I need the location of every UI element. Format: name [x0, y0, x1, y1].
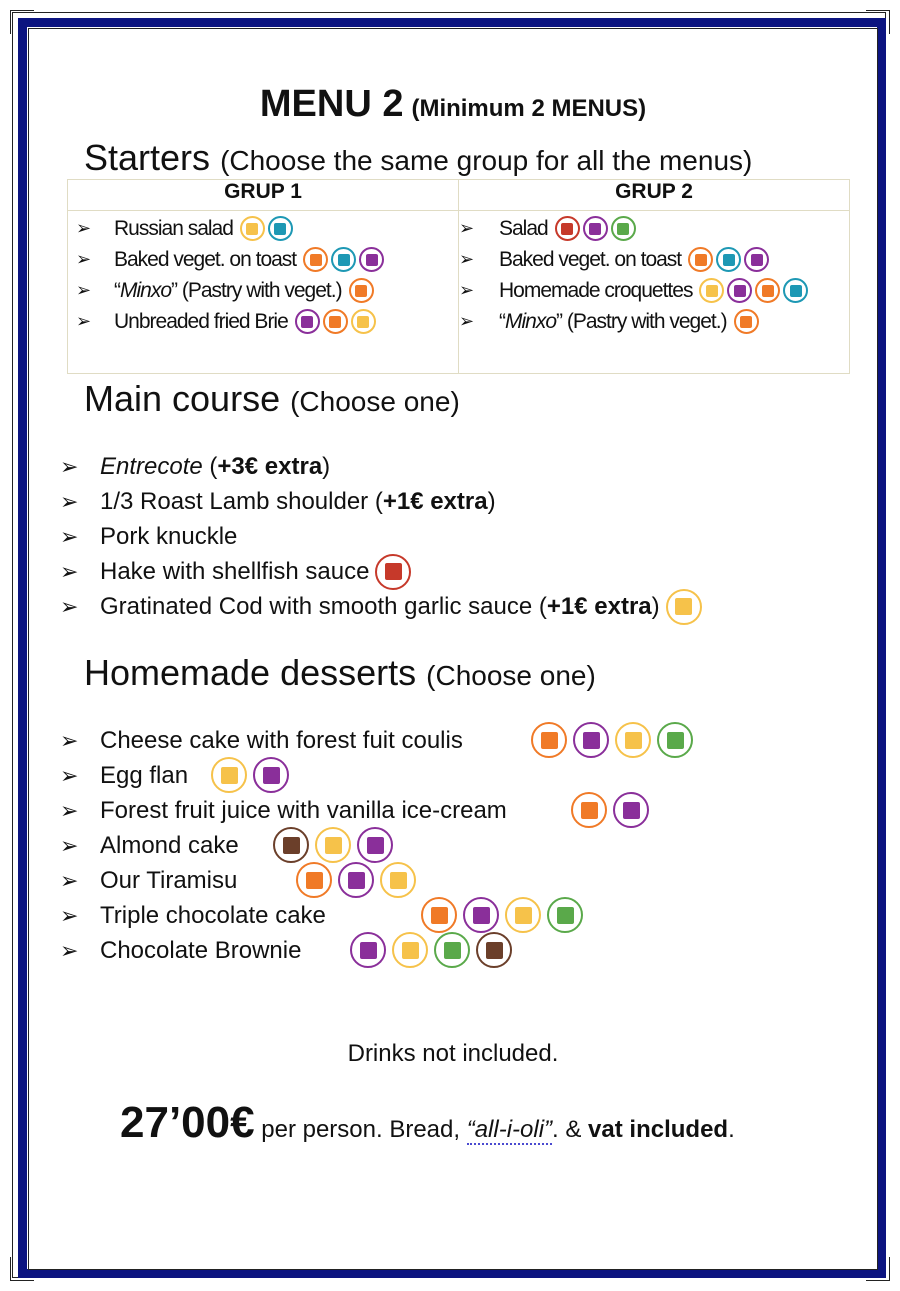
allergen-glyph: [310, 254, 322, 266]
yellow-allergen-icon: [615, 722, 651, 758]
yellow-allergen-icon: [666, 589, 702, 625]
starters-heading: [84, 137, 752, 179]
dessert-allergen-icons: [267, 827, 393, 863]
allergen-glyph: [301, 316, 313, 328]
allergen-glyph: [723, 254, 735, 266]
main-course-heading-text: Main course: [84, 378, 281, 419]
desserts-list: [60, 723, 507, 968]
arrow-bullet-icon: ➢: [459, 280, 474, 300]
arrow-bullet-icon: ➢: [60, 937, 79, 963]
purple-allergen-icon: [463, 897, 499, 933]
main-course-heading: [84, 378, 460, 420]
item-italic: Minxo: [120, 279, 172, 302]
allergen-glyph: [366, 254, 378, 266]
dessert-allergen-icons: [565, 792, 649, 828]
purple-allergen-icon: [573, 722, 609, 758]
green-allergen-icon: [434, 932, 470, 968]
item-post: ): [487, 487, 496, 515]
yellow-allergen-icon: [351, 309, 376, 334]
allergen-glyph: [751, 254, 763, 266]
allergen-glyph: [390, 872, 407, 889]
orange-allergen-icon: [531, 722, 567, 758]
yellow-allergen-icon: [392, 932, 428, 968]
dessert-item: [60, 758, 507, 793]
main-course-item: [60, 484, 702, 519]
group1-cell: [68, 211, 459, 374]
allergen-glyph: [561, 223, 573, 235]
dessert-allergen-icons: [290, 862, 416, 898]
main-course-item: [60, 449, 702, 484]
allergen-glyph: [473, 907, 490, 924]
red-allergen-icon: [555, 216, 580, 241]
allioli-text: “all-i-oli”: [466, 1116, 553, 1143]
red-allergen-icon: [375, 554, 411, 590]
quote-open: “: [499, 310, 505, 333]
item-pre: (: [202, 452, 218, 480]
orange-allergen-icon: [323, 309, 348, 334]
corner-ornament: [10, 10, 34, 34]
purple-allergen-icon: [727, 278, 752, 303]
allergen-glyph: [283, 837, 300, 854]
dessert-item: [60, 933, 507, 968]
teal-allergen-icon: [716, 247, 741, 272]
group1-item: [68, 306, 458, 337]
allergen-glyph: [557, 907, 574, 924]
item-rest: ” (Pastry with veget.): [556, 310, 727, 333]
dessert-allergen-icons: [525, 722, 693, 758]
price-amount: 27’00€: [120, 1098, 255, 1147]
main-course-item-text: [100, 558, 369, 586]
allergen-glyph: [338, 254, 350, 266]
arrow-bullet-icon: ➢: [76, 311, 91, 331]
price-sep: . &: [552, 1116, 589, 1143]
allergen-glyph: [515, 907, 532, 924]
dessert-item-text: Chocolate Brownie: [100, 936, 302, 964]
group1-header: GRUP 1: [68, 180, 459, 211]
group1-item: [68, 244, 458, 275]
main-course-item-text: [100, 453, 330, 481]
desserts-heading-text: Homemade desserts: [84, 652, 417, 693]
item-name: Pork knuckle: [100, 522, 238, 550]
allergen-glyph: [367, 837, 384, 854]
allergen-glyph: [589, 223, 601, 235]
starters-table: [67, 179, 850, 374]
group2-item-text: [499, 306, 727, 337]
arrow-bullet-icon: ➢: [60, 453, 79, 479]
main-course-item: [60, 554, 702, 589]
item-extra: +3€ extra: [217, 452, 323, 480]
menu-title-note: (Minimum 2 MENUS): [411, 95, 647, 122]
price-end: .: [728, 1116, 735, 1143]
dessert-allergen-icons: [344, 932, 512, 968]
main-course-item-text: [100, 523, 237, 551]
main-course-note: (Choose one): [290, 386, 460, 417]
dessert-item: [60, 863, 507, 898]
orange-allergen-icon: [421, 897, 457, 933]
allergen-glyph: [623, 802, 640, 819]
arrow-bullet-icon: ➢: [60, 727, 79, 753]
main-course-item: [60, 519, 702, 554]
allergen-glyph: [617, 223, 629, 235]
group1-item-text: Unbreaded fried Brie: [114, 310, 288, 333]
item-italic: Minxo: [505, 310, 557, 333]
dessert-item-text: Cheese cake with forest fuit coulis: [100, 726, 463, 754]
arrow-bullet-icon: ➢: [60, 762, 79, 788]
arrow-bullet-icon: ➢: [76, 218, 91, 238]
group1-list: [68, 213, 458, 337]
yellow-allergen-icon: [505, 897, 541, 933]
allergen-glyph: [385, 563, 402, 580]
dessert-item: [60, 793, 507, 828]
allergen-glyph: [734, 285, 746, 297]
dessert-item: [60, 898, 507, 933]
arrow-bullet-icon: ➢: [459, 311, 474, 331]
allergen-glyph: [360, 942, 377, 959]
group1-item-text: Russian salad: [114, 217, 233, 240]
dessert-allergen-icons: [205, 757, 289, 793]
arrow-bullet-icon: ➢: [60, 797, 79, 823]
allergen-glyph: [357, 316, 369, 328]
arrow-bullet-icon: ➢: [60, 523, 79, 549]
purple-allergen-icon: [253, 757, 289, 793]
allergen-glyph: [695, 254, 707, 266]
main-course-item-text: [100, 593, 660, 621]
allergen-glyph: [246, 223, 258, 235]
arrow-bullet-icon: ➢: [60, 867, 79, 893]
allergen-glyph: [667, 732, 684, 749]
allergen-glyph: [675, 598, 692, 615]
allergen-glyph: [402, 942, 419, 959]
allergen-glyph: [306, 872, 323, 889]
group2-item: [459, 275, 849, 306]
corner-ornament: [10, 1257, 34, 1281]
group1-item: [68, 213, 458, 244]
item-name: 1/3 Roast Lamb shoulder (: [100, 487, 383, 515]
main-course-item-text: [100, 488, 496, 516]
desserts-heading: [84, 652, 596, 694]
orange-allergen-icon: [296, 862, 332, 898]
drinks-note: Drinks not included.: [347, 1040, 559, 1067]
brown-allergen-icon: [273, 827, 309, 863]
orange-allergen-icon: [303, 247, 328, 272]
quote-open: “: [114, 279, 120, 302]
orange-allergen-icon: [734, 309, 759, 334]
teal-allergen-icon: [268, 216, 293, 241]
allergen-glyph: [329, 316, 341, 328]
item-extra: +1€ extra: [382, 487, 488, 515]
arrow-bullet-icon: ➢: [76, 249, 91, 269]
dessert-item-text: Triple chocolate cake: [100, 901, 326, 929]
arrow-bullet-icon: ➢: [60, 832, 79, 858]
yellow-allergen-icon: [699, 278, 724, 303]
group2-header: GRUP 2: [459, 180, 850, 211]
allergen-glyph: [263, 767, 280, 784]
purple-allergen-icon: [357, 827, 393, 863]
teal-allergen-icon: [783, 278, 808, 303]
yellow-allergen-icon: [211, 757, 247, 793]
orange-allergen-icon: [571, 792, 607, 828]
vat-text: vat included: [588, 1116, 729, 1143]
arrow-bullet-icon: ➢: [60, 902, 79, 928]
allergen-glyph: [274, 223, 286, 235]
purple-allergen-icon: [583, 216, 608, 241]
orange-allergen-icon: [349, 278, 374, 303]
allergen-glyph: [486, 942, 503, 959]
green-allergen-icon: [547, 897, 583, 933]
item-extra: +1€ extra: [546, 592, 652, 620]
arrow-bullet-icon: ➢: [76, 280, 91, 300]
purple-allergen-icon: [613, 792, 649, 828]
brown-allergen-icon: [476, 932, 512, 968]
corner-ornament: [866, 10, 890, 34]
arrow-bullet-icon: ➢: [459, 218, 474, 238]
allergen-glyph: [348, 872, 365, 889]
dessert-item-text: Forest fruit juice with vanilla ice-cream: [100, 796, 507, 824]
group2-item: [459, 244, 849, 275]
main-course-item: [60, 589, 702, 624]
allergen-glyph: [325, 837, 342, 854]
allergen-glyph: [706, 285, 718, 297]
purple-allergen-icon: [338, 862, 374, 898]
group1-item-text: Baked veget. on toast: [114, 248, 297, 271]
orange-allergen-icon: [755, 278, 780, 303]
group1-item-text: [114, 275, 342, 306]
allergen-glyph: [355, 285, 367, 297]
group2-item-text: Homemade croquettes: [499, 279, 693, 302]
item-italic: Entrecote: [100, 452, 203, 480]
purple-allergen-icon: [295, 309, 320, 334]
green-allergen-icon: [611, 216, 636, 241]
allergen-glyph: [581, 802, 598, 819]
orange-allergen-icon: [688, 247, 713, 272]
dessert-item-text: Almond cake: [100, 831, 239, 859]
dessert-item-text: Egg flan: [100, 761, 189, 789]
item-rest: ” (Pastry with veget.): [171, 279, 342, 302]
yellow-allergen-icon: [240, 216, 265, 241]
starters-heading-text: Starters: [84, 137, 211, 178]
arrow-bullet-icon: ➢: [60, 488, 79, 514]
allergen-glyph: [625, 732, 642, 749]
allergen-glyph: [541, 732, 558, 749]
allergen-glyph: [583, 732, 600, 749]
purple-allergen-icon: [359, 247, 384, 272]
group2-item: [459, 213, 849, 244]
allergen-glyph: [790, 285, 802, 297]
menu-title: [0, 83, 900, 126]
yellow-allergen-icon: [315, 827, 351, 863]
arrow-bullet-icon: ➢: [60, 593, 79, 619]
price-line: [120, 1098, 735, 1148]
dessert-item: [60, 723, 507, 758]
price-per-person: per person. Bread,: [254, 1116, 467, 1143]
corner-ornament: [866, 1257, 890, 1281]
dessert-item: [60, 828, 507, 863]
item-name: Gratinated Cod with smooth garlic sauce (: [100, 592, 547, 620]
yellow-allergen-icon: [380, 862, 416, 898]
item-name: Hake with shellfish sauce: [100, 557, 370, 585]
main-course-list: [60, 449, 702, 624]
group1-item: [68, 275, 458, 306]
arrow-bullet-icon: ➢: [459, 249, 474, 269]
dessert-item-text: Our Tiramisu: [100, 866, 238, 894]
group2-item-text: Salad: [499, 217, 548, 240]
item-post: ): [322, 452, 331, 480]
group2-item-text: Baked veget. on toast: [499, 248, 682, 271]
arrow-bullet-icon: ➢: [60, 558, 79, 584]
allergen-glyph: [762, 285, 774, 297]
desserts-note: (Choose one): [426, 660, 596, 691]
purple-allergen-icon: [744, 247, 769, 272]
purple-allergen-icon: [350, 932, 386, 968]
dessert-allergen-icons: [415, 897, 583, 933]
allergen-glyph: [444, 942, 461, 959]
teal-allergen-icon: [331, 247, 356, 272]
group2-item: [459, 306, 849, 337]
item-post: ): [651, 592, 660, 620]
allergen-glyph: [221, 767, 238, 784]
allergen-glyph: [740, 316, 752, 328]
allergen-glyph: [431, 907, 448, 924]
menu-title-main: MENU 2: [259, 83, 404, 125]
group2-list: [459, 213, 849, 337]
green-allergen-icon: [657, 722, 693, 758]
group2-cell: [459, 211, 850, 374]
starters-note: (Choose the same group for all the menus): [220, 145, 753, 176]
